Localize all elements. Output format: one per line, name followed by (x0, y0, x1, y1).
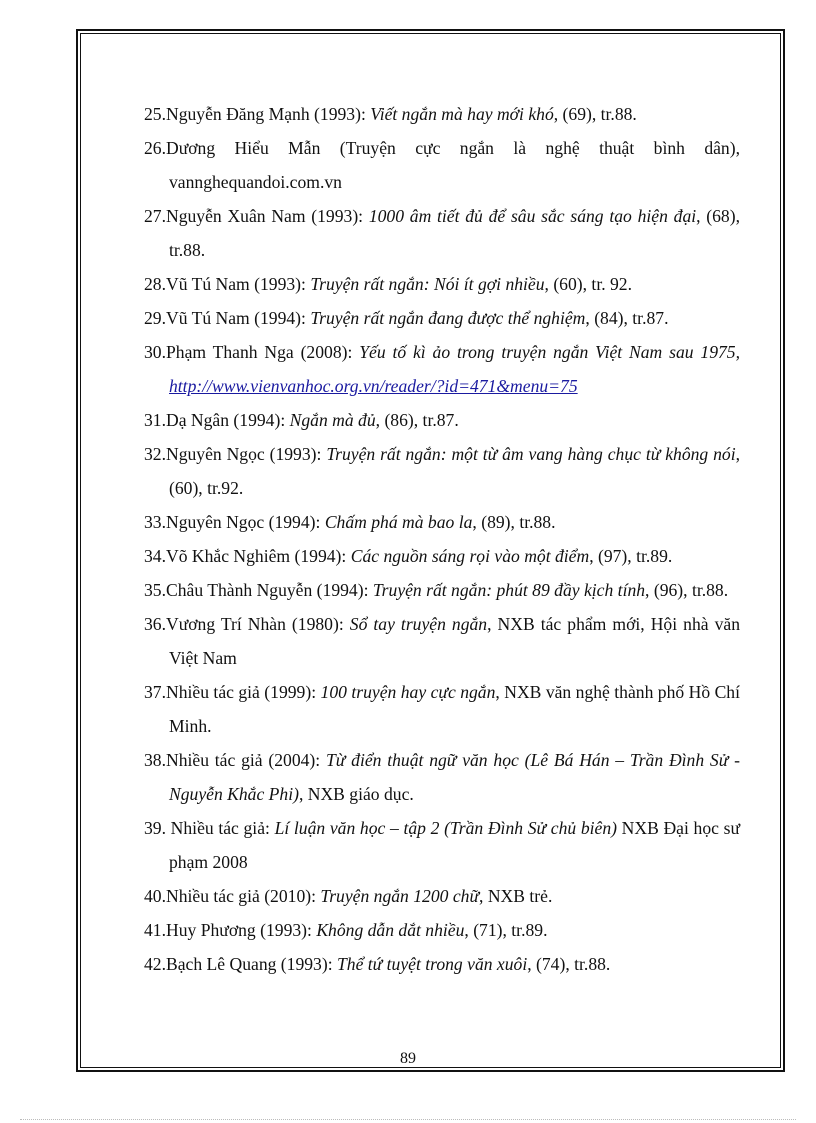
reference-title: Chấm phá mà bao la (324, 512, 473, 532)
reference-details: NXB Đại học sư phạm 2008 (169, 818, 740, 872)
reference-item (144, 199, 740, 267)
reference-title: Ngắn mà đủ (289, 410, 376, 430)
reference-author: Vương Trí Nhàn (1980): (166, 614, 350, 634)
reference-number: 37. (144, 682, 166, 702)
reference-title: Yếu tố kì ảo trong truyện ngắn Việt Nam sau 1975, (359, 342, 740, 362)
reference-number: 39. (144, 818, 171, 838)
reference-author: Nhiều tác giả (2004): (166, 750, 326, 770)
reference-title: Lí luận văn học – tập 2 (Trần Đình Sử chủ biên) (274, 818, 617, 838)
reference-title: 1000 âm tiết đủ để sâu sắc sáng tạo hiện đại (368, 206, 697, 226)
reference-item (144, 505, 740, 539)
reference-number: 27. (144, 206, 166, 226)
reference-item (144, 947, 740, 981)
reference-item (144, 913, 740, 947)
reference-author: Nguyễn Xuân Nam (1993): (166, 206, 369, 226)
reference-item (144, 539, 740, 573)
reference-number: 29. (144, 308, 166, 328)
reference-author: Phạm Thanh Nga (2008): (166, 342, 360, 362)
reference-details: , (71), tr.89. (464, 920, 548, 940)
reference-title: Thể tứ tuyệt trong văn xuôi (337, 954, 528, 974)
reference-list (144, 97, 740, 981)
reference-details: , (69), tr.88. (553, 104, 637, 124)
reference-number: 32. (144, 444, 166, 464)
reference-details: , (97), tr.89. (589, 546, 673, 566)
reference-item (144, 267, 740, 301)
reference-item (144, 811, 740, 879)
reference-title: Truyện rất ngắn: Nói ít gợi nhiều (310, 274, 545, 294)
reference-details: , NXB trẻ. (479, 886, 553, 906)
reference-title: Truyện rất ngắn đang được thể nghiệm (310, 308, 586, 328)
reference-title: 100 truyện hay cực ngắn (320, 682, 496, 702)
reference-item (144, 607, 740, 675)
reference-item (144, 301, 740, 335)
reference-item (144, 131, 740, 199)
reference-author: Nguyễn Đăng Mạnh (1993): (166, 104, 371, 124)
reference-details: , (74), tr.88. (527, 954, 611, 974)
reference-number: 34. (144, 546, 166, 566)
reference-details: , NXB giáo dục. (298, 784, 414, 804)
reference-number: 30. (144, 342, 166, 362)
reference-item (144, 743, 740, 811)
reference-author: Nhiều tác giả (1999): (166, 682, 321, 702)
reference-author: Dạ Ngân (1994): (166, 410, 290, 430)
reference-author: Huy Phương (1993): (166, 920, 317, 940)
reference-author: Châu Thành Nguyễn (1994): (166, 580, 373, 600)
page-number: 89 (400, 1050, 416, 1067)
reference-item (144, 573, 740, 607)
reference-item (144, 335, 740, 403)
reference-link[interactable]: http://www.vienvanhoc.org.vn/reader/?id=471&menu=75 (169, 376, 578, 396)
reference-item (144, 879, 740, 913)
reference-number: 41. (144, 920, 166, 940)
reference-number: 42. (144, 954, 166, 974)
reference-author: Nguyên Ngọc (1993): (166, 444, 327, 464)
reference-author: Võ Khắc Nghiêm (1994): (166, 546, 351, 566)
reference-title: Các nguồn sáng rọi vào một điểm (350, 546, 590, 566)
reference-title: Không dẫn dắt nhiều (316, 920, 465, 940)
reference-author: Dương Hiểu Mẫn (Truyện cực ngắn là nghệ thuật bình dân), vannghequandoi.com.vn (166, 138, 740, 192)
reference-number: 28. (144, 274, 166, 294)
reference-author: Vũ Tú Nam (1993): (166, 274, 311, 294)
reference-title: Viết ngắn mà hay mới khó (370, 104, 554, 124)
reference-item (144, 97, 740, 131)
reference-title: Từ điển thuật ngữ văn học (Lê Bá Hán – Trần Đình Sử - Nguyễn Khắc Phi) (169, 750, 740, 804)
reference-author: Nhiều tác giả: (170, 818, 275, 838)
reference-details: , (60), tr. 92. (544, 274, 633, 294)
reference-title: Sổ tay truyện ngắn (349, 614, 488, 634)
reference-item (144, 403, 740, 437)
reference-author: Vũ Tú Nam (1994): (166, 308, 311, 328)
reference-details: , (60), tr.92. (169, 444, 740, 498)
reference-author: Bạch Lê Quang (1993): (166, 954, 337, 974)
reference-details: , (86), tr.87. (375, 410, 459, 430)
reference-item (144, 437, 740, 505)
reference-number: 38. (144, 750, 166, 770)
reference-number: 36. (144, 614, 166, 634)
reference-number: 40. (144, 886, 166, 906)
reference-number: 31. (144, 410, 166, 430)
reference-title: Truyện rất ngắn: một từ âm vang hàng chục từ không nói (326, 444, 736, 464)
reference-details: , (84), tr.87. (585, 308, 669, 328)
reference-number: 26. (144, 138, 166, 158)
reference-author: Nguyên Ngọc (1994): (166, 512, 325, 532)
reference-details: , (89), tr.88. (472, 512, 556, 532)
reference-number: 25. (144, 104, 166, 124)
reference-number: 35. (144, 580, 166, 600)
reference-title: Truyện rất ngắn: phút 89 đầy kịch tính (372, 580, 646, 600)
reference-title: Truyện ngắn 1200 chữ (320, 886, 480, 906)
reference-details: , (96), tr.88. (645, 580, 729, 600)
reference-author: Nhiều tác giả (2010): (166, 886, 321, 906)
reference-details: , NXB tác phẩm mới, Hội nhà văn Việt Nam (169, 614, 740, 668)
reference-number: 33. (144, 512, 166, 532)
reference-details: , (68), tr.88. (169, 206, 740, 260)
reference-details: , NXB văn nghệ thành phố Hồ Chí Minh. (169, 682, 740, 736)
reference-item (144, 675, 740, 743)
page-separator (20, 1119, 796, 1120)
